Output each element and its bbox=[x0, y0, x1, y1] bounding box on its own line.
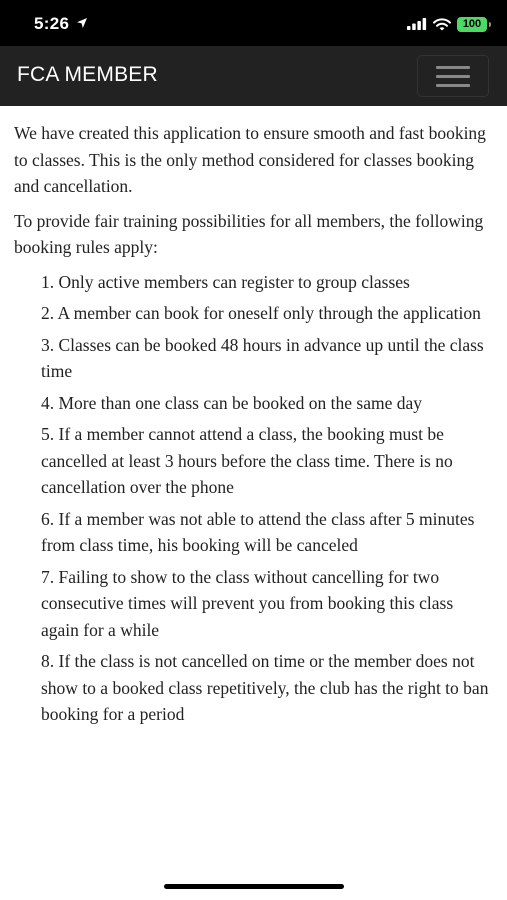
status-icons bbox=[407, 14, 487, 34]
rules-intro-paragraph: To provide fair training possibilities for all members, the following booking rules apply: bbox=[14, 210, 484, 257]
booking-rules-content bbox=[14, 120, 492, 733]
battery-level: 100 bbox=[462, 18, 482, 30]
home-indicator[interactable] bbox=[164, 884, 344, 889]
signal-icon bbox=[407, 18, 427, 30]
status-time bbox=[34, 14, 88, 34]
rules-list bbox=[14, 269, 492, 728]
rule-item: 7. Failing to show to the class without cancelling for two consecutive times will prevent you from booking this class again for a while bbox=[41, 566, 454, 640]
intro-paragraph: We have created this application to ensure smooth and fast booking to classes. This is the only method considered for classes booking and cancellation. bbox=[14, 123, 486, 196]
rule-item: 8. If the class is not cancelled on time or the member does not show to a booked class repetitively, the club has the right to ban booking for a period bbox=[41, 651, 489, 724]
rule-item: 5. If a member cannot attend a class, the booking must be cancelled at least 3 hours before the class time. There is no cancellation over the phone bbox=[41, 424, 453, 497]
wifi-icon bbox=[433, 18, 451, 31]
rule-item: 1. Only active members can register to group classes bbox=[41, 271, 410, 292]
app-title: FCA MEMBER bbox=[17, 63, 158, 86]
battery-icon bbox=[457, 17, 487, 32]
location-arrow-icon bbox=[76, 17, 88, 29]
navbar bbox=[0, 46, 507, 106]
status-bar bbox=[0, 0, 507, 46]
rule-item: 3. Classes can be booked 48 hours in advance up until the class time bbox=[41, 334, 484, 381]
hamburger-menu-icon-bar bbox=[436, 75, 470, 78]
hamburger-menu-icon-bar bbox=[436, 84, 470, 87]
rule-item: 4. More than one class can be booked on the same day bbox=[41, 392, 422, 413]
time-text: 5:26 bbox=[34, 14, 70, 33]
menu-toggle-button[interactable] bbox=[417, 55, 489, 97]
rule-item: 2. A member can book for oneself only through the application bbox=[41, 303, 481, 323]
rule-item: 6. If a member was not able to attend the class after 5 minutes from class time, his booking will be canceled bbox=[41, 508, 475, 555]
hamburger-menu-icon bbox=[436, 66, 470, 69]
